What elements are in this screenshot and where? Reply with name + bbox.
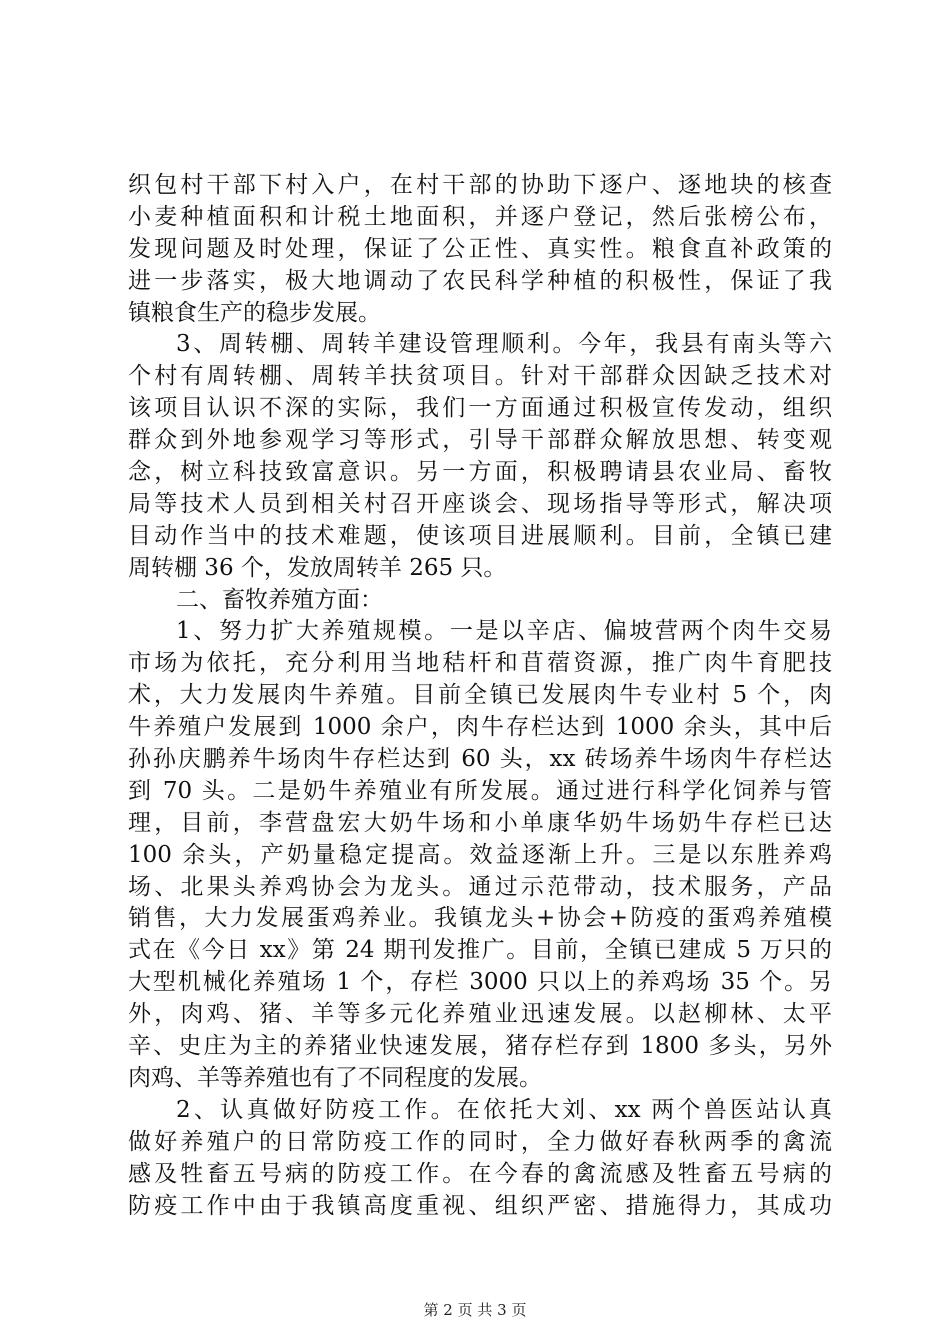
text-line: 肉鸡、羊等养殖也有了不同程度的发展。 bbox=[128, 1064, 542, 1091]
text-line: 局等技术人员到相关村召开座谈会、现场指导等形式，解决项 bbox=[128, 490, 832, 517]
text-line: 外，肉鸡、猪、羊等多元化养殖业迅速发展。以赵柳林、太平 bbox=[128, 1001, 832, 1028]
text-line: 群众到外地参观学习等形式，引导干部群众解放思想、转变观 bbox=[128, 427, 832, 454]
text-line: 销售，大力发展蛋鸡养业。我镇龙头+协会+防疫的蛋鸡养殖模 bbox=[128, 905, 832, 932]
text-line: 大型机械化养殖场 1 个，存栏 3000 只以上的养鸡场 35 个。另 bbox=[128, 969, 832, 996]
text-line: 感及牲畜五号病的防疫工作。在今春的禽流感及牲畜五号病的 bbox=[128, 1160, 832, 1187]
text-line: 式在《今日 xx》第 24 期刊发推广。目前，全镇已建成 5 万只的 bbox=[128, 937, 832, 964]
text-line: 防疫工作中由于我镇高度重视、组织严密、措施得力，其成功 bbox=[128, 1192, 832, 1219]
text-line: 场、北果头养鸡协会为龙头。通过示范带动，技术服务，产品 bbox=[128, 873, 832, 900]
text-line: 发现问题及时处理，保证了公正性、真实性。粮食直补政策的 bbox=[128, 235, 832, 262]
text-line: 周转棚 36 个，发放周转羊 265 只。 bbox=[128, 554, 507, 581]
text-line: 个村有周转棚、周转羊扶贫项目。针对干部群众因缺乏技术对 bbox=[128, 363, 832, 390]
text-line: 目动作当中的技术难题，使该项目进展顺利。目前，全镇已建 bbox=[128, 522, 832, 549]
text-line: 该项目认识不深的实际，我们一方面通过积极宣传发动，组织 bbox=[128, 395, 832, 422]
page-number-footer: 第 2 页 共 3 页 bbox=[423, 1301, 527, 1319]
text-line: 到 70 头。二是奶牛养殖业有所发展。通过进行科学化饲养与管 bbox=[128, 777, 832, 804]
text-line: 小麦种植面积和计税土地面积，并逐户登记，然后张榜公布， bbox=[128, 203, 832, 230]
text-line: 做好养殖户的日常防疫工作的同时，全力做好春秋两季的禽流 bbox=[128, 1128, 832, 1155]
text-line: 进一步落实，极大地调动了农民科学种植的积极性，保证了我 bbox=[128, 267, 832, 294]
text-line: 牛养殖户发展到 1000 余户，肉牛存栏达到 1000 余头，其中后 bbox=[128, 714, 832, 741]
text-line: 孙孙庆鹏养牛场肉牛存栏达到 60 头，xx 砖场养牛场肉牛存栏达 bbox=[128, 746, 832, 773]
text-line: 辛、史庄为主的养猪业快速发展，猪存栏存到 1800 多头，另外 bbox=[128, 1033, 832, 1060]
text-line: 市场为依托，充分利用当地秸杆和苜蓿资源，推广肉牛育肥技 bbox=[128, 650, 832, 677]
paragraph-start-line: 2、认真做好防疫工作。在依托大刘、xx 两个兽医站认真 bbox=[176, 1096, 832, 1123]
text-line: 100 余头，产奶量稳定提高。效益逐渐上升。三是以东胜养鸡 bbox=[128, 841, 832, 868]
body-text bbox=[128, 170, 832, 1222]
paragraph-start-line: 1、努力扩大养殖规模。一是以辛店、偏坡营两个肉牛交易 bbox=[176, 618, 832, 645]
text-line: 镇粮食生产的稳步发展。 bbox=[128, 299, 381, 326]
text-line: 理，目前，李营盘宏大奶牛场和小单康华奶牛场奶牛存栏已达 bbox=[128, 809, 832, 836]
paragraph-start-line: 3、周转棚、周转羊建设管理顺利。今年，我县有南头等六 bbox=[176, 331, 832, 358]
text-line: 织包村干部下村入户，在村干部的协助下逐户、逐地块的核查 bbox=[128, 172, 832, 198]
text-line: 术，大力发展肉牛养殖。目前全镇已发展肉牛专业村 5 个，肉 bbox=[128, 682, 832, 709]
section-heading: 二、畜牧养殖方面： bbox=[176, 586, 383, 613]
text-line: 念，树立科技致富意识。另一方面，积极聘请县农业局、畜牧 bbox=[128, 459, 832, 486]
